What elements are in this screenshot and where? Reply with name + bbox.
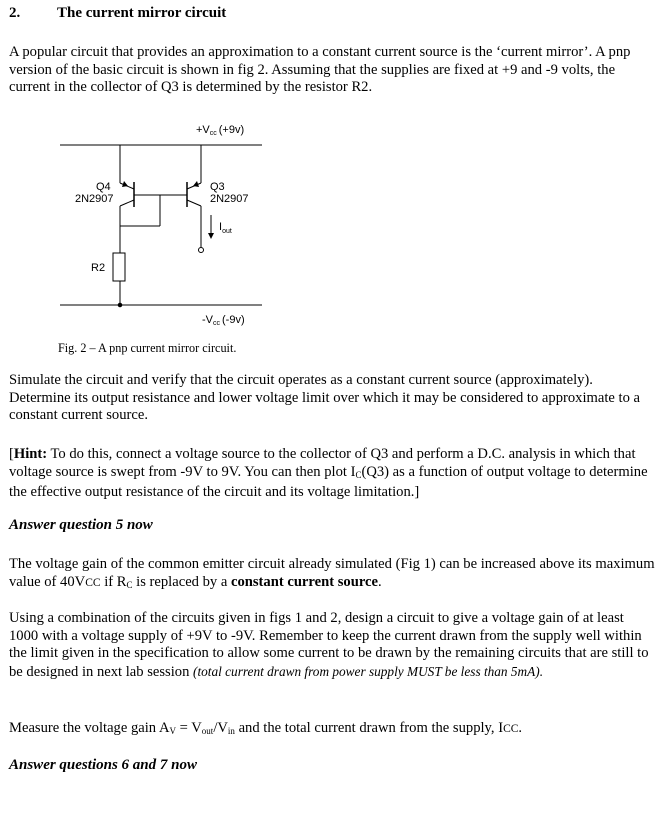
hint-paragraph: [Hint: To do this, connect a voltage source to the collector of Q3 and perform a D.C. analysis in which that voltage source is swept from -9V to 9V. You can then plot $I_C(Q3)$ as a function of output voltage to determine the effective output resistance of the circuit and its voltage limitation.] xyxy=(9,446,648,500)
figure-caption: Fig. 2 – A pnp current mirror circuit. xyxy=(58,341,237,355)
q3-transistor xyxy=(187,181,201,207)
vcc-negative-label: -Vcc (-9v) xyxy=(202,314,245,327)
measure-paragraph: Measure the voltage gain $A_V = V_{out}/V_{in}$ and the total current drawn from the supply, ICC. xyxy=(9,720,523,736)
hint-label: Hint: xyxy=(13,446,48,462)
output-terminal xyxy=(199,248,204,253)
answer-question-5: Answer question 5 now xyxy=(9,517,153,533)
q3-name-label: Q3 xyxy=(210,181,225,193)
q4-part-label: 2N2907 xyxy=(75,193,114,205)
r2-label: R2 xyxy=(91,262,106,274)
vcc-positive-label: +Vcc (+9v) xyxy=(196,124,245,137)
gain-paragraph: The voltage gain of the common emitter circuit already simulated (Fig 1) can be increased above its maximum value of 40VCC if $R_C$ is replaced by a constant current source. xyxy=(9,556,655,590)
section-title: The current mirror circuit xyxy=(57,5,227,21)
design-paragraph: Using a combination of the circuits given in figs 1 and 2, design a circuit to give a voltage gain of at least 1000 with a voltage supply of +9V to -9V. Remember to keep the current drawn from the supply well within the limit given in the specification to allow some current to be drawn by the remaining circuits that are still to be designed in next lab session (total current drawn from power supply MUST be less than 5mA). xyxy=(9,610,649,680)
current-limit-note: (total current drawn from power supply MUST be less than 5mA). xyxy=(193,663,544,679)
q4-transistor xyxy=(120,181,134,207)
section-number: 2. xyxy=(9,5,21,21)
q3-part-label: 2N2907 xyxy=(210,193,249,205)
intro-paragraph: A popular circuit that provides an approximation to a constant current source is the ‘current mirror’. A pnp version of the basic circuit is shown in fig 2. Assuming that the supplies are fixed at +9 and -9 volts, the current in the collector of Q3 is determined by the resistor R2. xyxy=(9,44,631,95)
answer-questions-6-7: Answer questions 6 and 7 now xyxy=(9,757,197,773)
simulate-paragraph: Simulate the circuit and verify that the circuit operates as a constant current source (approximately). Determine its output resistance and lower voltage limit over which it may be considered to approximate to a constant current source. xyxy=(9,372,640,423)
current-mirror-schematic xyxy=(0,0,663,340)
iout-label: $I_{out}$ xyxy=(219,221,232,235)
constant-current-source-term: constant current source xyxy=(230,573,378,590)
q4-name-label: Q4 xyxy=(96,181,111,193)
r2-resistor xyxy=(113,253,125,281)
